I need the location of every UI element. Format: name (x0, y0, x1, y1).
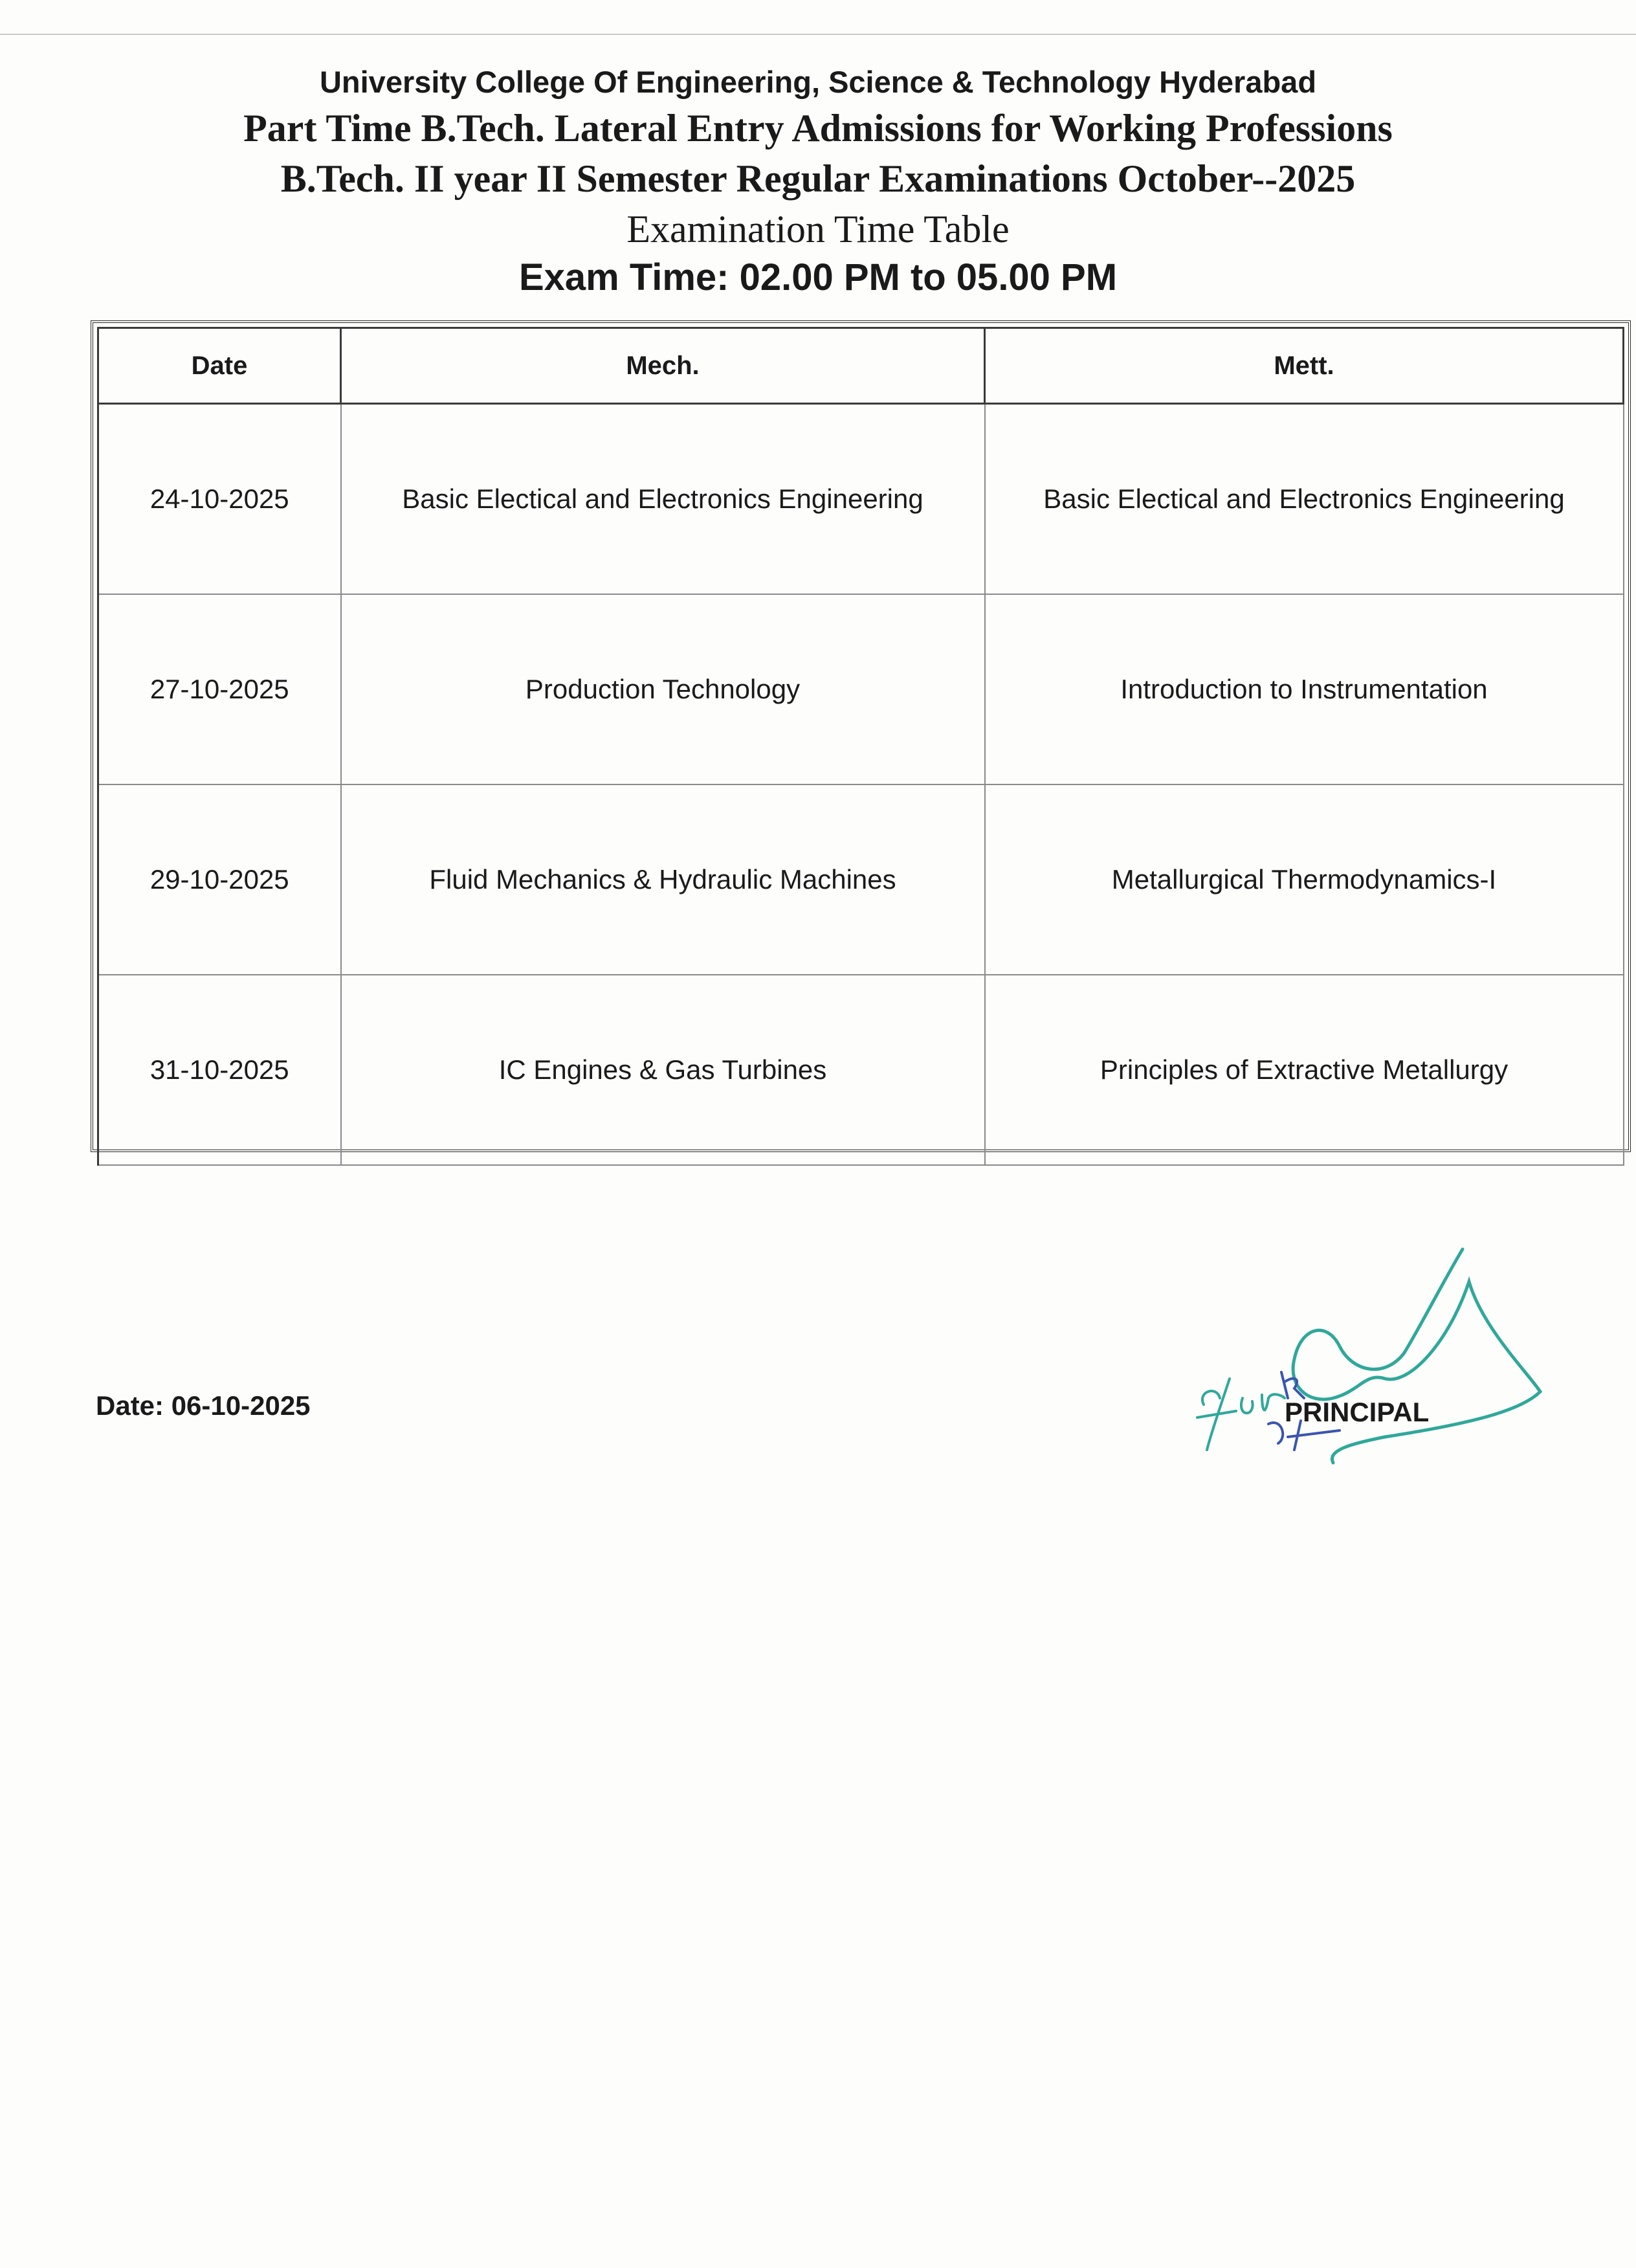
cell-mett: Basic Electical and Electronics Engineering (985, 404, 1624, 595)
program-title: Part Time B.Tech. Lateral Entry Admissions for Working Professions (243, 107, 1393, 150)
column-header-mech: Mech. (341, 328, 985, 404)
column-header-mett: Mett. (985, 328, 1624, 404)
cell-mech: Fluid Mechanics & Hydraulic Machines (341, 784, 985, 975)
column-header-date: Date (98, 328, 341, 404)
cell-mett: Principles of Extractive Metallurgy (985, 975, 1624, 1165)
top-rule (0, 34, 1636, 35)
table-row (98, 594, 1624, 784)
cell-date: 27-10-2025 (98, 594, 341, 784)
cell-mech: Basic Electical and Electronics Engineering (341, 404, 985, 595)
timetable (91, 320, 1631, 1152)
cell-mech: IC Engines & Gas Turbines (341, 975, 985, 1165)
cell-mech: Production Technology (341, 594, 985, 784)
exam-title: B.Tech. II year II Semester Regular Examinations October--2025 (280, 157, 1356, 200)
principal-label: PRINCIPAL (1285, 1397, 1430, 1427)
exam-time: Exam Time: 02.00 PM to 05.00 PM (518, 256, 1118, 298)
cell-date: 31-10-2025 (98, 975, 341, 1165)
cell-mett: Metallurgical Thermodynamics-I (985, 784, 1624, 975)
document-header (0, 61, 1636, 301)
table-row (98, 404, 1624, 595)
cell-mett: Introduction to Instrumentation (985, 594, 1624, 784)
cell-date: 24-10-2025 (98, 404, 341, 595)
university-name: University College Of Engineering, Science & Technology Hyderabad (319, 65, 1317, 99)
document-title: Examination Time Table (626, 208, 1010, 250)
principal-signature (1191, 1243, 1553, 1489)
cell-date: 29-10-2025 (98, 784, 341, 975)
table-row (98, 975, 1624, 1165)
table-row (98, 784, 1624, 975)
issue-date: Date: 06-10-2025 (96, 1390, 311, 1421)
table-header-row (98, 328, 1624, 404)
